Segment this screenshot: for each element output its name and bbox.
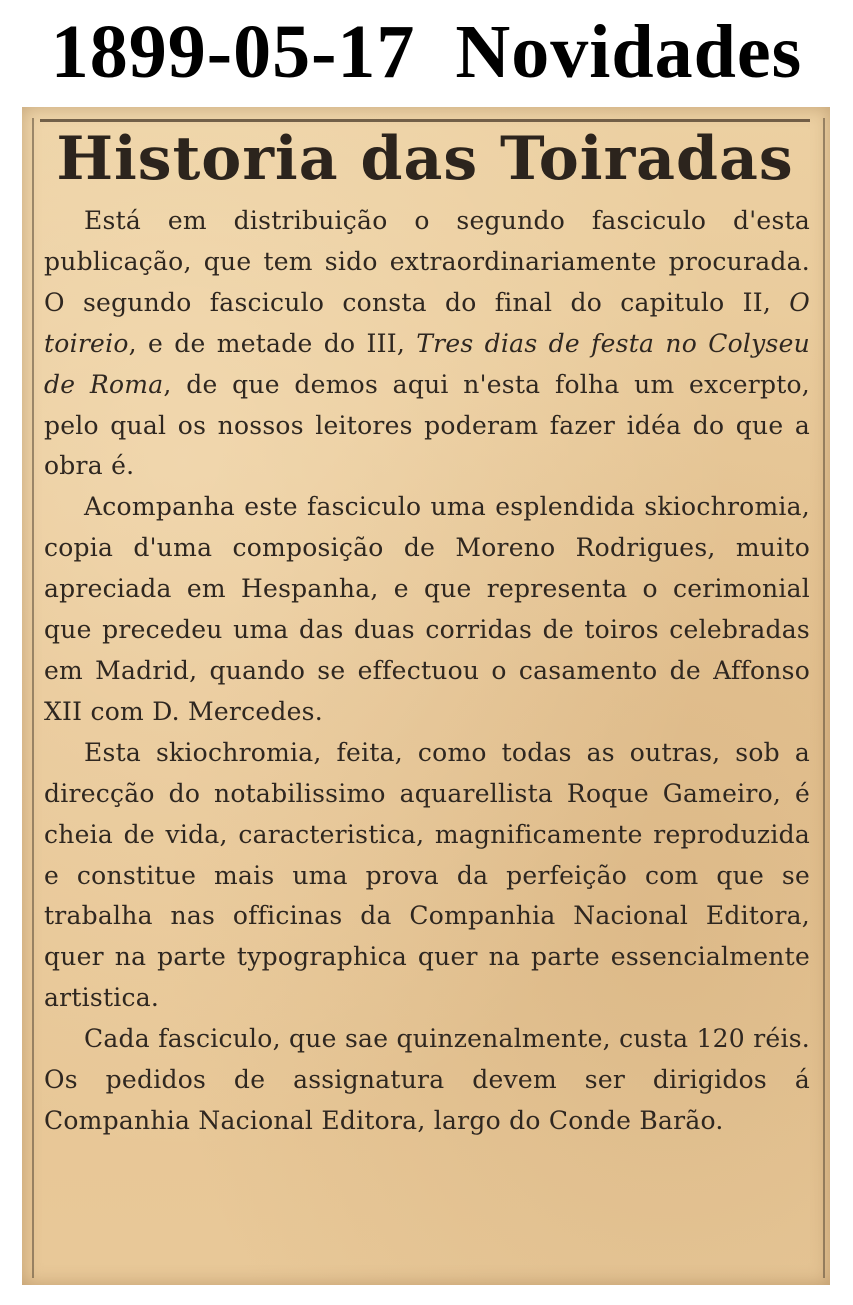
paragraph-1 [44, 201, 810, 487]
paragraph-1-text-c: , de que demos aqui n'esta folha um excerpto, pelo qual os nossos leitores poderam fazer idéa do que a obra é. [44, 369, 810, 481]
paragraph-3: Esta skiochromia, feita, como todas as outras, sob a direcção do notabilissimo aquarellista Roque Gameiro, é cheia de vida, caracteristica, magnificamente reproduzida e constitue mais uma prova da perfeição com que se trabalha nas officinas da Companhia Nacional Editora, quer na parte typographica quer na parte essencialmente artistica. [44, 737, 810, 1013]
article-body [44, 201, 810, 1142]
article-title: Historia das Toiradas [56, 124, 794, 194]
chapter-title-tres-dias: Tres dias de festa no Colyseu de Roma [44, 328, 810, 399]
paragraph-1-text-a: Está em distribuição o segundo fasciculo d'esta publicação, que tem sido extraordinariamente procurada. O segundo fasciculo consta do final do capitulo II, [44, 206, 810, 317]
paragraph-4: Cada fasciculo, que sae quinzenalmente, custa 120 réis. Os pedidos de assignatura devem ser dirigidos á Companhia Nacional Editora, largo do Conde Barão. [44, 1024, 810, 1135]
paragraph-2: Acompanha este fasciculo uma esplendida skiochromia, copia d'uma composição de Moreno Rodrigues, muito apreciada em Hespanha, e que representa o cerimonial que precedeu uma das duas corridas de toiros celebradas em Madrid, quando se effectuou o casamento de Affonso XII com D. Mercedes. [44, 492, 810, 726]
right-rule [823, 118, 825, 1278]
page-header-title: 1899-05-17 Novidades [50, 9, 803, 94]
chapter-title-toireio: O toireio [44, 287, 810, 358]
left-rule [32, 118, 34, 1278]
paragraph-1-text-b: , e de metade do III, [128, 328, 417, 358]
